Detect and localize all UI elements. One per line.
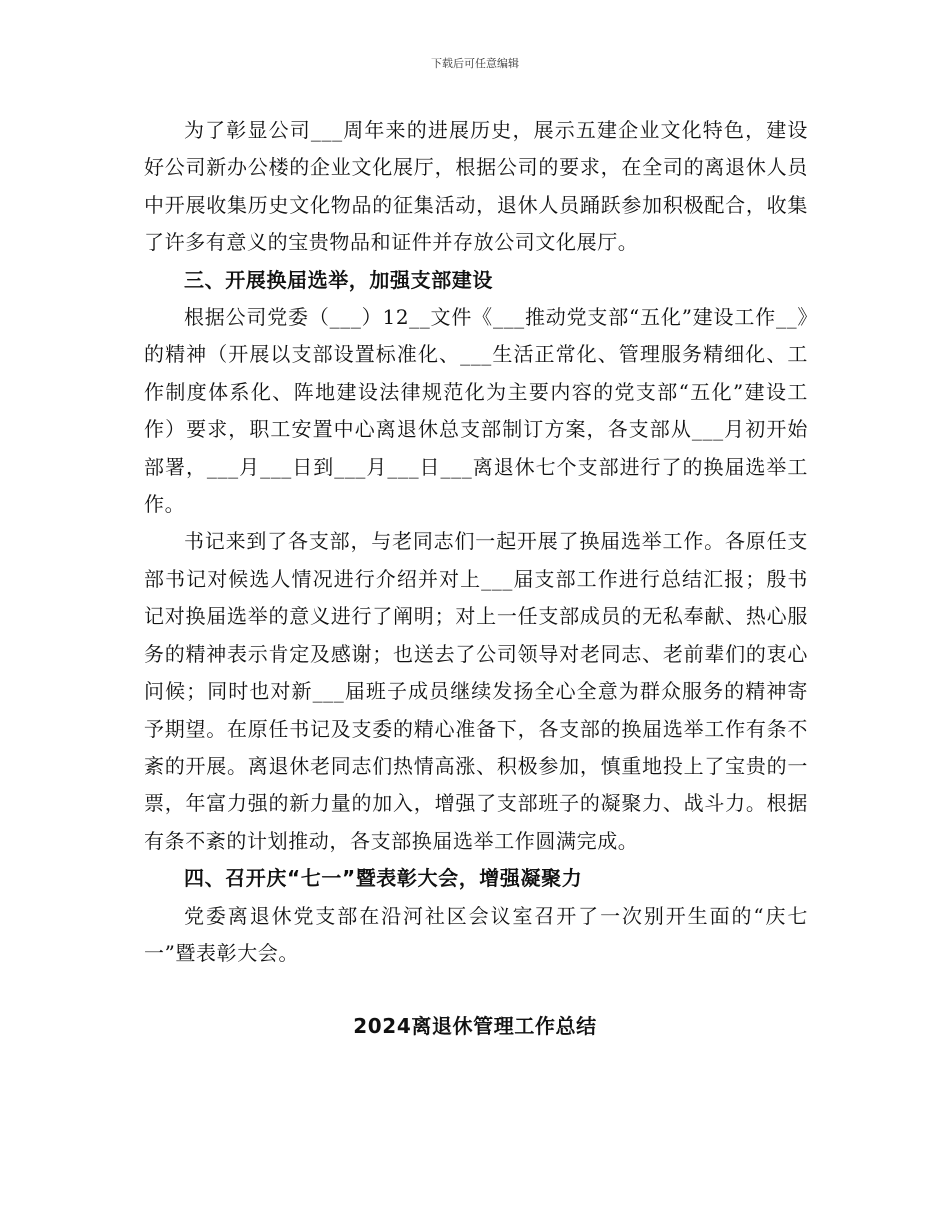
paragraph-culture-exhibition: 为了彰显公司___周年来的进展历史，展示五建企业文化特色，建设好公司新办公楼的企业文化展厅，根据公司的要求，在全司的离退休人员中开展收集历史文化物品的征集活动，退休人员踊跃参加积极配合，收集了许多有意义的宝贵物品和证件并存放公司文化展厅。	[144, 118, 808, 255]
document-body	[144, 112, 808, 972]
page-header-note: 下载后可任意编辑	[431, 57, 519, 70]
section-heading-4: 四、召开庆“七一”暨表彰大会，增强凝聚力	[184, 866, 583, 891]
document-title: 2024离退休管理工作总结	[353, 1014, 597, 1038]
paragraph-election-work: 书记来到了各支部，与老同志们一起开展了换届选举工作。各原任支部书记对候选人情况进行介绍并对上___届支部工作进行总结汇报；殷书记对换届选举的意义进行了阐明；对上一任支部成员的无私奉献、热心服务的精神表示肯定及感谢；也送去了公司领导对老同志、老前辈们的衷心问候；同时也对新___届班子成员继续发扬全心全意为群众服务的精神寄予期望。在原任书记及支委的精心准备下，各支部的换届选举工作有条不紊的开展。离退休老同志们热情高涨、积极参加，慎重地投上了宝贵的一票，年富力强的新力量的加入，增强了支部班子的凝聚力、战斗力。根据有条不紊的计划推动，各支部换届选举工作圆满完成。	[144, 529, 808, 853]
section-heading-3: 三、开展换届选举，加强支部建设	[184, 267, 493, 292]
paragraph-five-modernizations: 根据公司党委（___）12__文件《___推动党支部“五化”建设工作__》的精神（开展以支部设置标准化、___生活正常化、管理服务精细化、工作制度体系化、阵地建设法律规范化为主要内容的党支部“五化”建设工作）要求，职工安置中心离退休总支部制订方案，各支部从___月初开始部署，___月___日到___月___日___离退休七个支部进行了的换届选举工作。	[144, 305, 808, 517]
paragraph-july-first-meeting: 党委离退休党支部在沿河社区会议室召开了一次别开生面的“庆七一”暨表彰大会。	[144, 903, 808, 965]
